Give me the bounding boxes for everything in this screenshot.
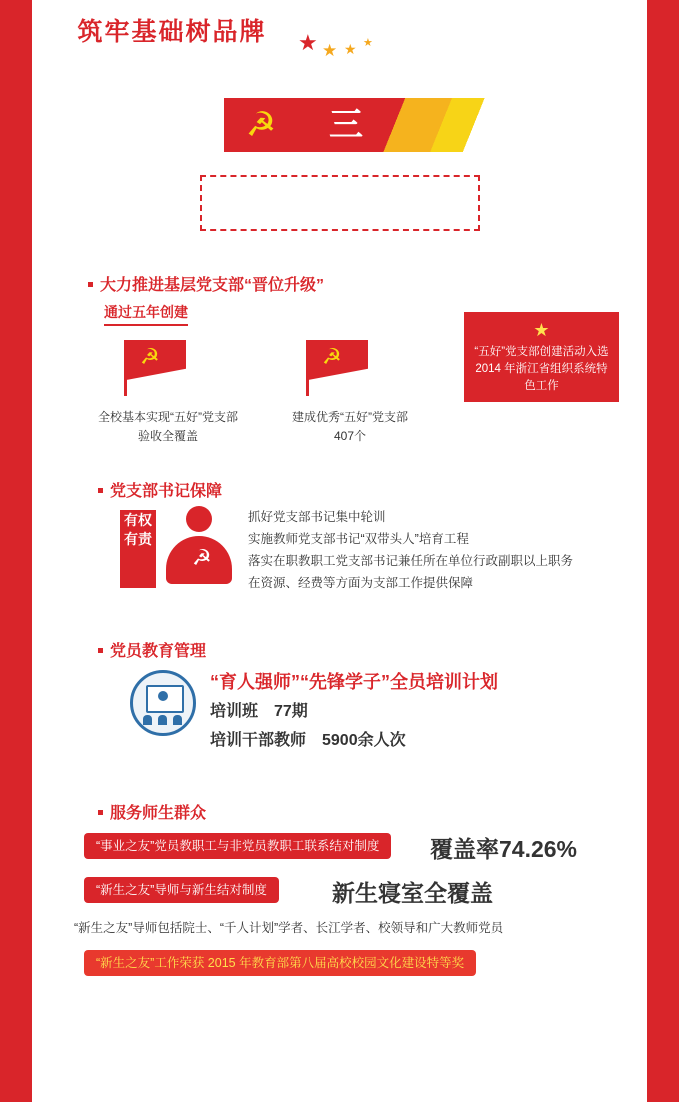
service-pill-1: “事业之友”党员教职工与非党员教职工联系结对制度	[84, 833, 391, 859]
flag-caption-1-line1: 全校基本实现“五好”党支部	[98, 410, 238, 424]
list-item: 抓好党支部书记集中轮训	[248, 510, 386, 524]
section-heading-4	[98, 800, 206, 823]
party-member-icon	[164, 506, 236, 590]
star-icon-2: ★	[322, 41, 338, 60]
star-icon-4: ★	[363, 37, 373, 49]
service-pill-2: “新生之友”导师与新生结对制度	[84, 877, 279, 903]
section-heading-3-label: 党员教育管理	[110, 643, 207, 660]
red-flag-icon-1	[120, 340, 192, 398]
section-heading-1-label: 大力推进基层党支部“晋位升级”	[100, 277, 325, 294]
section-heading-4-label: 服务师生群众	[110, 805, 207, 822]
training-plan-title: “育人强师”“先锋学子”全员培训计划	[210, 672, 498, 692]
training-sessions-line: 培训班 77期	[210, 703, 308, 720]
section-subheading-1: 通过五年创建	[104, 302, 188, 326]
classroom-board	[146, 685, 184, 713]
award-pill: “新生之友”工作荣获 2015 年教育部第八届高校校园文化建设特等奖	[84, 950, 476, 976]
flag-caption-2-line2: 407个	[333, 429, 367, 443]
section-heading-2-label: 党支部书记保障	[110, 483, 223, 500]
hammer-sickle-icon: ☭	[245, 106, 277, 144]
page-title: 筑牢基础树品牌	[77, 18, 267, 46]
flag-caption-1-line2: 验收全覆盖	[137, 429, 198, 443]
section-heading-1	[88, 272, 324, 295]
section-heading-2	[98, 478, 222, 501]
list-item: 在资源、经费等方面为支部工作提供保障	[248, 576, 474, 590]
highlight-card-text: “五好”党支部创建活动入选 2014 年浙江省组织系统特色工作	[474, 346, 609, 392]
bullet-square-icon-3	[98, 648, 103, 653]
mentor-note: “新生之友”导师包括院士、“千人计划”学者、长江学者、校领导和广大教师党员	[74, 921, 504, 935]
list-item: 落实在职教职工党支部书记兼任所在单位行政副职以上职务	[248, 554, 574, 568]
authority-responsibility-badge: 有权有责	[120, 510, 156, 588]
flag-caption-2-line1: 建成优秀“五好”党支部	[292, 410, 408, 424]
dorm-coverage-stat: 新生寝室全覆盖	[332, 880, 493, 906]
poster-content	[32, 0, 647, 1102]
section-number: 三	[329, 106, 363, 144]
training-attendees-line: 培训干部教师 5900余人次	[210, 732, 406, 749]
right-red-edge	[647, 0, 679, 1102]
header-banner	[224, 98, 494, 152]
hammer-sickle-icon-person: ☭	[192, 545, 212, 570]
bullet-square-icon-4	[98, 810, 103, 815]
title-dashed-box	[200, 175, 480, 231]
list-item: 实施教师党支部书记“双带头人”培育工程	[248, 532, 469, 546]
coverage-rate-stat: 覆盖率74.26%	[430, 836, 578, 862]
secretary-measures-list	[248, 506, 648, 594]
left-red-edge	[0, 0, 32, 1102]
section-heading-3	[98, 638, 206, 661]
hammer-sickle-icon-flag-2: ☭	[322, 344, 342, 369]
star-icon-card: ★	[533, 320, 550, 340]
training-classroom-icon	[130, 670, 196, 736]
hammer-sickle-icon-flag-1: ☭	[140, 344, 160, 369]
classroom-person	[158, 691, 168, 701]
star-icon-3: ★	[344, 41, 357, 57]
star-icon-1: ★	[298, 30, 318, 55]
person-head	[186, 506, 212, 532]
highlight-card	[464, 312, 619, 402]
classroom-seats	[143, 713, 183, 725]
bullet-square-icon-2	[98, 488, 103, 493]
bullet-square-icon	[88, 282, 93, 287]
red-flag-icon-2	[302, 340, 374, 398]
